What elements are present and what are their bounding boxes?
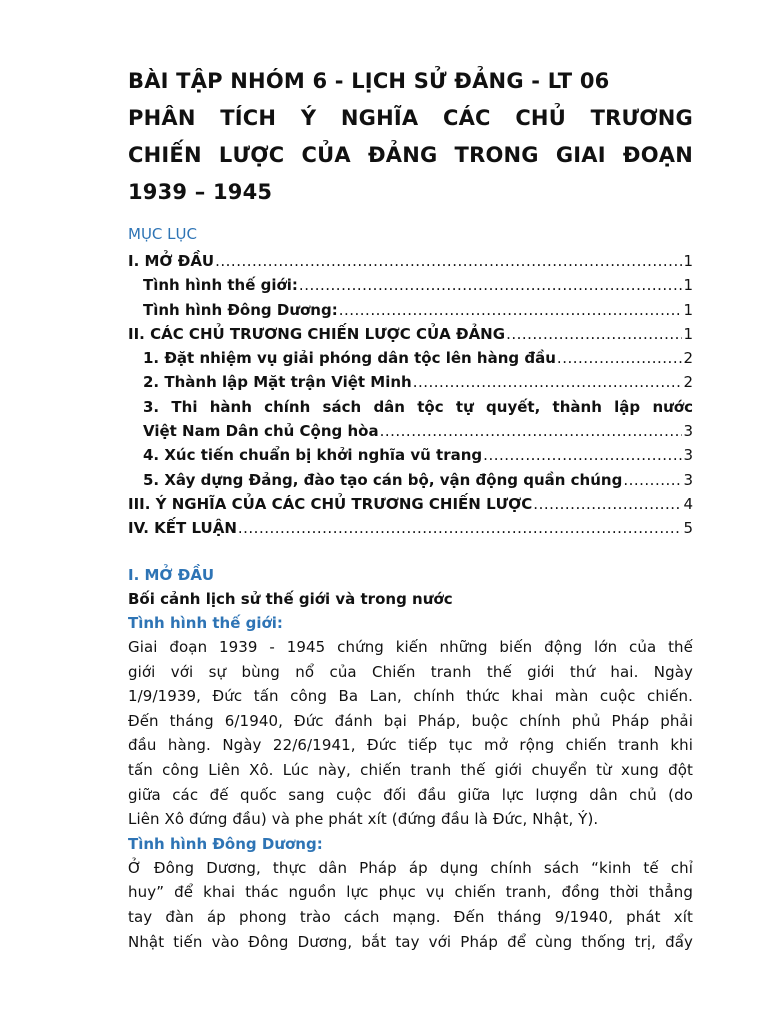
paragraph-line: Đến tháng 6/1940, Đức đánh bại Pháp, buộc chính phủ Pháp phải	[128, 711, 693, 730]
toc-entry-1[interactable]	[128, 346, 693, 370]
indochina-paragraph	[128, 856, 693, 954]
toc-page-number: 2	[683, 373, 693, 392]
toc-leader-dots	[299, 273, 683, 297]
table-of-contents	[128, 249, 693, 541]
world-paragraph	[128, 635, 693, 832]
world-heading: Tình hình thế giới:	[128, 614, 283, 632]
toc-leader-dots	[533, 492, 682, 516]
paragraph-line: Liên Xô đứng đầu) và phe phát xít (đứng đầu là Đức, Nhật, Ý).	[128, 810, 599, 829]
paragraph-line: Ở Đông Dương, thực dân Pháp áp dụng chính sách “kinh tế chỉ	[128, 858, 693, 877]
toc-entry-mo-dau[interactable]	[128, 249, 693, 273]
toc-entry-ket-luan[interactable]	[128, 516, 693, 540]
paragraph-line: Giai đoạn 1939 - 1945 chứng kiến những biến động lớn của thế	[128, 638, 693, 656]
toc-entry-4[interactable]	[128, 443, 693, 467]
paragraph-line: tay đàn áp phong trào cách mạng. Đến tháng 9/1940, phát xít	[128, 907, 693, 926]
toc-entry-text: 3. Thi hành chính sách dân tộc tự quyết, thành lập nước	[143, 397, 693, 416]
toc-page-number: 3	[683, 470, 693, 489]
toc-entry-text: 4. Xúc tiến chuẩn bị khởi nghĩa vũ trang	[143, 446, 483, 465]
toc-entry-text: Việt Nam Dân chủ Cộng hòa	[143, 422, 379, 441]
context-subheading: Bối cảnh lịch sử thế giới và trong nước	[128, 590, 453, 608]
toc-entry-text: III. Ý NGHĨA CỦA CÁC CHỦ TRƯƠNG CHIẾN LƯỢC	[128, 494, 533, 513]
toc-leader-dots	[483, 443, 682, 467]
document-title	[128, 63, 693, 211]
paragraph-line: 1/9/1939, Đức tấn công Ba Lan, chính thức khai màn cuộc chiến.	[128, 687, 693, 706]
toc-leader-dots	[380, 419, 683, 443]
toc-entry-3-line-1[interactable]	[128, 395, 693, 419]
toc-leader-dots	[413, 370, 683, 394]
toc-entry-y-nghia[interactable]	[128, 492, 693, 516]
title-line: PHÂN TÍCH Ý NGHĨA CÁC CHỦ TRƯƠNG	[128, 106, 693, 130]
paragraph-line: Nhật tiến vào Đông Dương, bắt tay với Pháp để cùng thống trị, đẩy	[128, 932, 693, 951]
toc-page-number: 4	[683, 494, 693, 513]
toc-leader-dots	[215, 249, 682, 273]
toc-leader-dots	[557, 346, 683, 370]
toc-page-number: 1	[683, 276, 693, 295]
paragraph-line: huy” để khai thác nguồn lực phục vụ chiến tranh, đồng thời thẳng	[128, 883, 693, 902]
toc-leader-dots	[339, 298, 683, 322]
toc-page-number: 3	[683, 422, 693, 441]
toc-entry-tinh-hinh-the-gioi[interactable]	[128, 273, 693, 297]
toc-entry-3-line-2[interactable]	[128, 419, 693, 443]
title-line: BÀI TẬP NHÓM 6 - LỊCH SỬ ĐẢNG - LT 06	[128, 69, 610, 93]
toc-entry-text: Tình hình thế giới:	[143, 276, 298, 295]
toc-entry-text: 1. Đặt nhiệm vụ giải phóng dân tộc lên hàng đầu	[143, 349, 556, 368]
toc-page-number: 2	[683, 349, 693, 368]
toc-leader-dots	[238, 516, 683, 540]
toc-page-number: 1	[683, 300, 693, 319]
paragraph-line: giới với sự bùng nổ của Chiến tranh thế giới thứ hai. Ngày	[128, 662, 693, 681]
toc-page-number: 1	[683, 252, 693, 270]
toc-heading: MỤC LỤC	[128, 225, 197, 243]
toc-entry-text: 5. Xây dựng Đảng, đào tạo cán bộ, vận động quần chúng	[143, 470, 623, 489]
toc-entry-2[interactable]	[128, 370, 693, 394]
toc-leader-dots	[623, 468, 682, 492]
toc-entry-text: 2. Thành lập Mặt trận Việt Minh	[143, 373, 412, 392]
toc-entry-text: Tình hình Đông Dương:	[143, 300, 338, 319]
intro-section	[128, 563, 693, 954]
paragraph-line: tấn công Liên Xô. Lúc này, chiến tranh thế giới chuyển từ xung đột	[128, 760, 693, 779]
toc-leader-dots	[506, 322, 682, 346]
toc-page-number: 1	[683, 324, 693, 343]
toc-page-number: 5	[683, 519, 693, 538]
toc-entry-text: II. CÁC CHỦ TRƯƠNG CHIẾN LƯỢC CỦA ĐẢNG	[128, 324, 506, 343]
paragraph-line: giữa các đế quốc sang cuộc đối đầu giữa lực lượng dân chủ (do	[128, 785, 693, 804]
toc-entry-text: I. MỞ ĐẦU	[128, 252, 215, 270]
toc-entry-tinh-hinh-dong-duong[interactable]	[128, 298, 693, 322]
toc-page-number: 3	[683, 446, 693, 465]
toc-entry-text: IV. KẾT LUẬN	[128, 519, 237, 538]
toc-entry-chu-truong[interactable]	[128, 322, 693, 346]
indochina-heading: Tình hình Đông Dương:	[128, 834, 323, 853]
title-line: 1939 – 1945	[128, 180, 273, 204]
section-heading: I. MỞ ĐẦU	[128, 566, 215, 584]
toc-entry-5[interactable]	[128, 468, 693, 492]
title-line: CHIẾN LƯỢC CỦA ĐẢNG TRONG GIAI ĐOẠN	[128, 143, 693, 167]
paragraph-line: đầu hàng. Ngày 22/6/1941, Đức tiếp tục mở rộng chiến tranh khi	[128, 736, 693, 755]
